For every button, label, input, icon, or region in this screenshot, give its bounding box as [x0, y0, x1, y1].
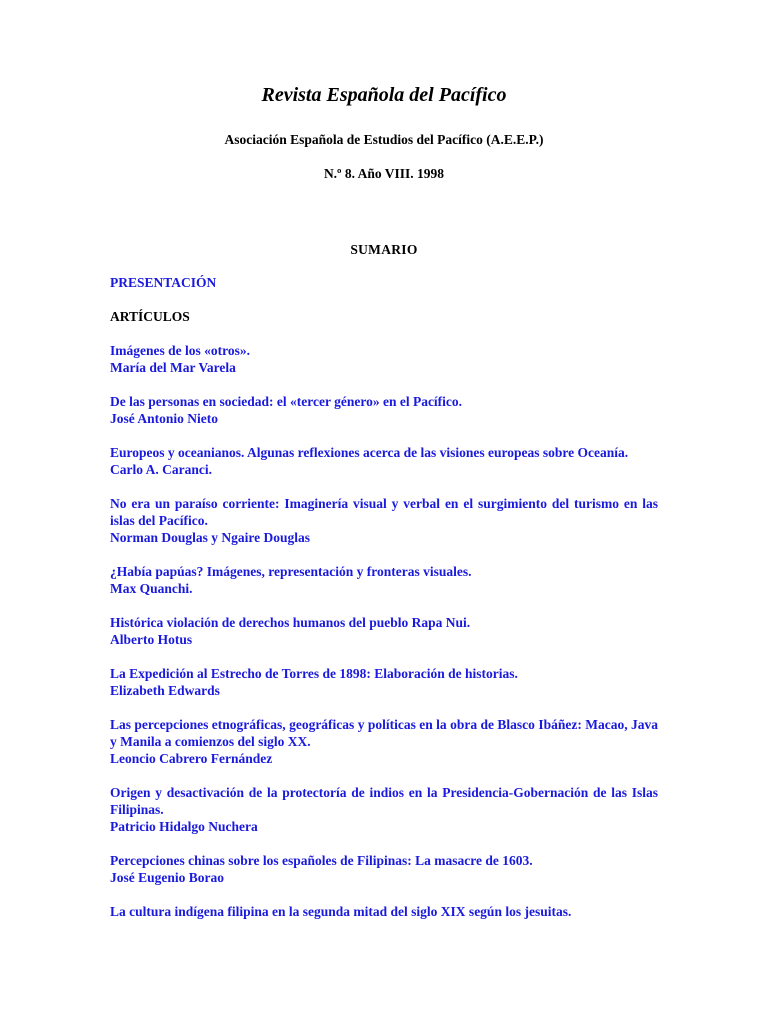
articulos-heading: ARTÍCULOS	[110, 309, 190, 324]
article-title[interactable]: De las personas en sociedad: el «tercer género» en el Pacífico.	[110, 394, 463, 409]
toc-entry[interactable]	[110, 903, 658, 920]
article-title[interactable]: La cultura indígena filipina en la segunda mitad del siglo XIX según los jesuitas.	[110, 904, 572, 919]
article-title[interactable]: No era un paraíso corriente: Imaginería visual y verbal en el surgimiento del turismo en las islas del Pacífico.	[110, 496, 658, 528]
article-title[interactable]: Imágenes de los «otros».	[110, 343, 250, 358]
article-title[interactable]: Europeos y oceanianos. Algunas reflexiones acerca de las visiones europeas sobre Oceanía.	[110, 445, 629, 460]
toc-heading: SUMARIO	[350, 242, 418, 257]
article-title[interactable]: Origen y desactivación de la protectoría de indios en la Presidencia-Gobernación de las Islas Filipinas.	[110, 785, 658, 817]
journal-title: Revista Española del Pacífico	[261, 84, 507, 106]
toc-entry[interactable]	[110, 852, 658, 886]
article-title[interactable]: Las percepciones etnográficas, geográficas y políticas en la obra de Blasco Ibáñez: Macao, Java y Manila a comienzos del siglo XX.	[110, 717, 658, 749]
table-of-contents	[110, 274, 658, 937]
article-title[interactable]: La Expedición al Estrecho de Torres de 1898: Elaboración de historias.	[110, 666, 518, 681]
toc-entry[interactable]	[110, 614, 658, 648]
article-author[interactable]: Patricio Hidalgo Nuchera	[110, 819, 258, 834]
toc-entry[interactable]	[110, 784, 658, 835]
association-name: Asociación Española de Estudios del Pacífico (A.E.E.P.)	[224, 132, 544, 147]
article-title[interactable]: Percepciones chinas sobre los españoles de Filipinas: La masacre de 1603.	[110, 853, 533, 868]
article-title[interactable]: ¿Había papúas? Imágenes, representación y fronteras visuales.	[110, 564, 472, 579]
article-author[interactable]: Norman Douglas y Ngaire Douglas	[110, 530, 311, 545]
article-author[interactable]: Max Quanchi.	[110, 581, 193, 596]
toc-entry[interactable]	[110, 444, 658, 478]
toc-entry[interactable]	[110, 716, 658, 767]
article-title[interactable]: Histórica violación de derechos humanos del pueblo Rapa Nui.	[110, 615, 471, 630]
toc-entry[interactable]	[110, 495, 658, 546]
article-author[interactable]: Leoncio Cabrero Fernández	[110, 751, 273, 766]
article-author[interactable]: Elizabeth Edwards	[110, 683, 220, 698]
toc-entry[interactable]	[110, 563, 658, 597]
issue-info: N.º 8. Año VIII. 1998	[323, 166, 445, 181]
article-author[interactable]: Carlo A. Caranci.	[110, 462, 212, 477]
toc-entry[interactable]	[110, 342, 658, 376]
article-author[interactable]: José Eugenio Borao	[110, 870, 225, 885]
toc-entry[interactable]	[110, 665, 658, 699]
presentacion-link[interactable]: PRESENTACIÓN	[110, 275, 217, 290]
article-author[interactable]: José Antonio Nieto	[110, 411, 218, 426]
article-author[interactable]: María del Mar Varela	[110, 360, 236, 375]
article-author[interactable]: Alberto Hotus	[110, 632, 193, 647]
toc-entry[interactable]	[110, 393, 658, 427]
